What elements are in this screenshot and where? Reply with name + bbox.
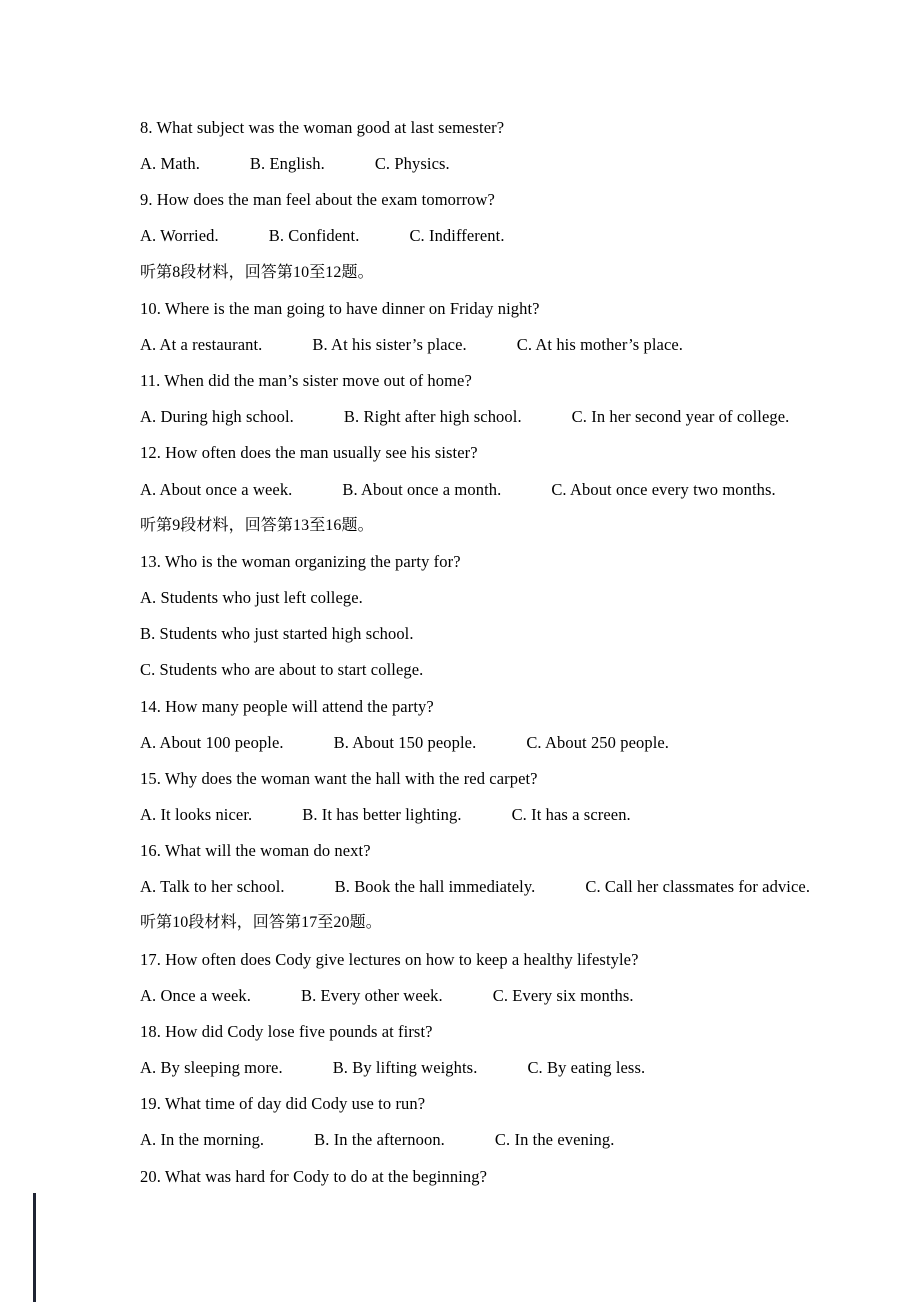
question-text: 10. Where is the man going to have dinner on Friday night? [140, 298, 540, 318]
options-row [140, 218, 850, 254]
question-text: 16. What will the woman do next? [140, 841, 371, 861]
option-text: C. It has a screen. [511, 804, 631, 824]
option-text: B. About 150 people. [333, 732, 477, 752]
option-text: C. Call her classmates for advice. [585, 877, 811, 897]
option-text: C. At his mother’s place. [516, 334, 684, 354]
option-text: B. About once a month. [342, 479, 502, 499]
question-text: 11. When did the man’s sister move out of home? [140, 371, 472, 391]
option-text: C. In her second year of college. [571, 407, 790, 427]
option-text: B. Confident. [268, 226, 360, 246]
options-row [140, 580, 850, 616]
options-row [140, 327, 850, 363]
option-text: B. Book the hall immediately. [334, 877, 536, 897]
option-text: B. English. [249, 154, 325, 174]
section-header: 听第9段材料，回答第13至16题。 [140, 516, 374, 534]
option-text: A. Once a week. [140, 985, 251, 1005]
option-text: B. Students who just started high school. [140, 624, 414, 644]
left-edge-mark [33, 1193, 36, 1302]
option-text: B. It has better lighting. [302, 804, 462, 824]
options-row [140, 652, 850, 688]
question-text: 8. What subject was the woman good at last semester? [140, 118, 505, 137]
question-text: 9. How does the man feel about the exam tomorrow? [140, 190, 495, 210]
option-text: C. Every six months. [492, 985, 634, 1005]
option-text: A. Talk to her school. [140, 877, 285, 897]
option-text: A. About 100 people. [140, 732, 284, 752]
question-text: 20. What was hard for Cody to do at the beginning? [140, 1166, 487, 1186]
question-text: 12. How often does the man usually see his sister? [140, 443, 478, 463]
question-text: 14. How many people will attend the party? [140, 696, 434, 716]
option-text: B. In the afternoon. [314, 1130, 445, 1150]
option-text: A. Students who just left college. [140, 588, 363, 608]
options-row [140, 1050, 850, 1086]
option-text: C. About 250 people. [526, 732, 670, 752]
option-text: B. By lifting weights. [332, 1058, 478, 1078]
option-text: A. During high school. [140, 407, 294, 427]
question-text: 17. How often does Cody give lectures on how to keep a healthy lifestyle? [140, 949, 639, 969]
options-row [140, 725, 850, 761]
question-text: 13. Who is the woman organizing the party for? [140, 551, 461, 571]
option-text: C. In the evening. [494, 1130, 615, 1150]
option-text: A. About once a week. [140, 479, 293, 499]
option-text: C. About once every two months. [551, 479, 776, 499]
options-row [140, 399, 850, 435]
options-row [140, 797, 850, 833]
options-row [140, 869, 850, 905]
option-text: C. Physics. [374, 154, 450, 174]
option-text: B. Every other week. [301, 985, 443, 1005]
options-row [140, 1122, 850, 1158]
option-text: C. By eating less. [527, 1058, 646, 1078]
question-text: 15. Why does the woman want the hall with the red carpet? [140, 768, 538, 788]
options-row [140, 146, 850, 182]
section-header: 听第8段材料，回答第10至12题。 [140, 263, 374, 281]
options-row [140, 472, 850, 508]
section-header: 听第10段材料，回答第17至20题。 [140, 914, 382, 932]
option-text: A. Worried. [140, 226, 219, 246]
question-list [140, 110, 850, 1195]
option-text: B. At his sister’s place. [312, 334, 467, 354]
option-text: C. Indifferent. [409, 226, 505, 246]
option-text: B. Right after high school. [343, 407, 522, 427]
option-text: A. It looks nicer. [140, 804, 253, 824]
option-text: C. Students who are about to start college. [140, 660, 424, 680]
option-text: A. Math. [140, 154, 200, 174]
options-row [140, 978, 850, 1014]
option-text: A. By sleeping more. [140, 1058, 283, 1078]
options-row [140, 616, 850, 652]
option-text: A. In the morning. [140, 1130, 265, 1150]
option-text: A. At a restaurant. [140, 334, 263, 354]
question-text: 19. What time of day did Cody use to run? [140, 1094, 426, 1114]
question-text: 18. How did Cody lose five pounds at first? [140, 1021, 433, 1041]
